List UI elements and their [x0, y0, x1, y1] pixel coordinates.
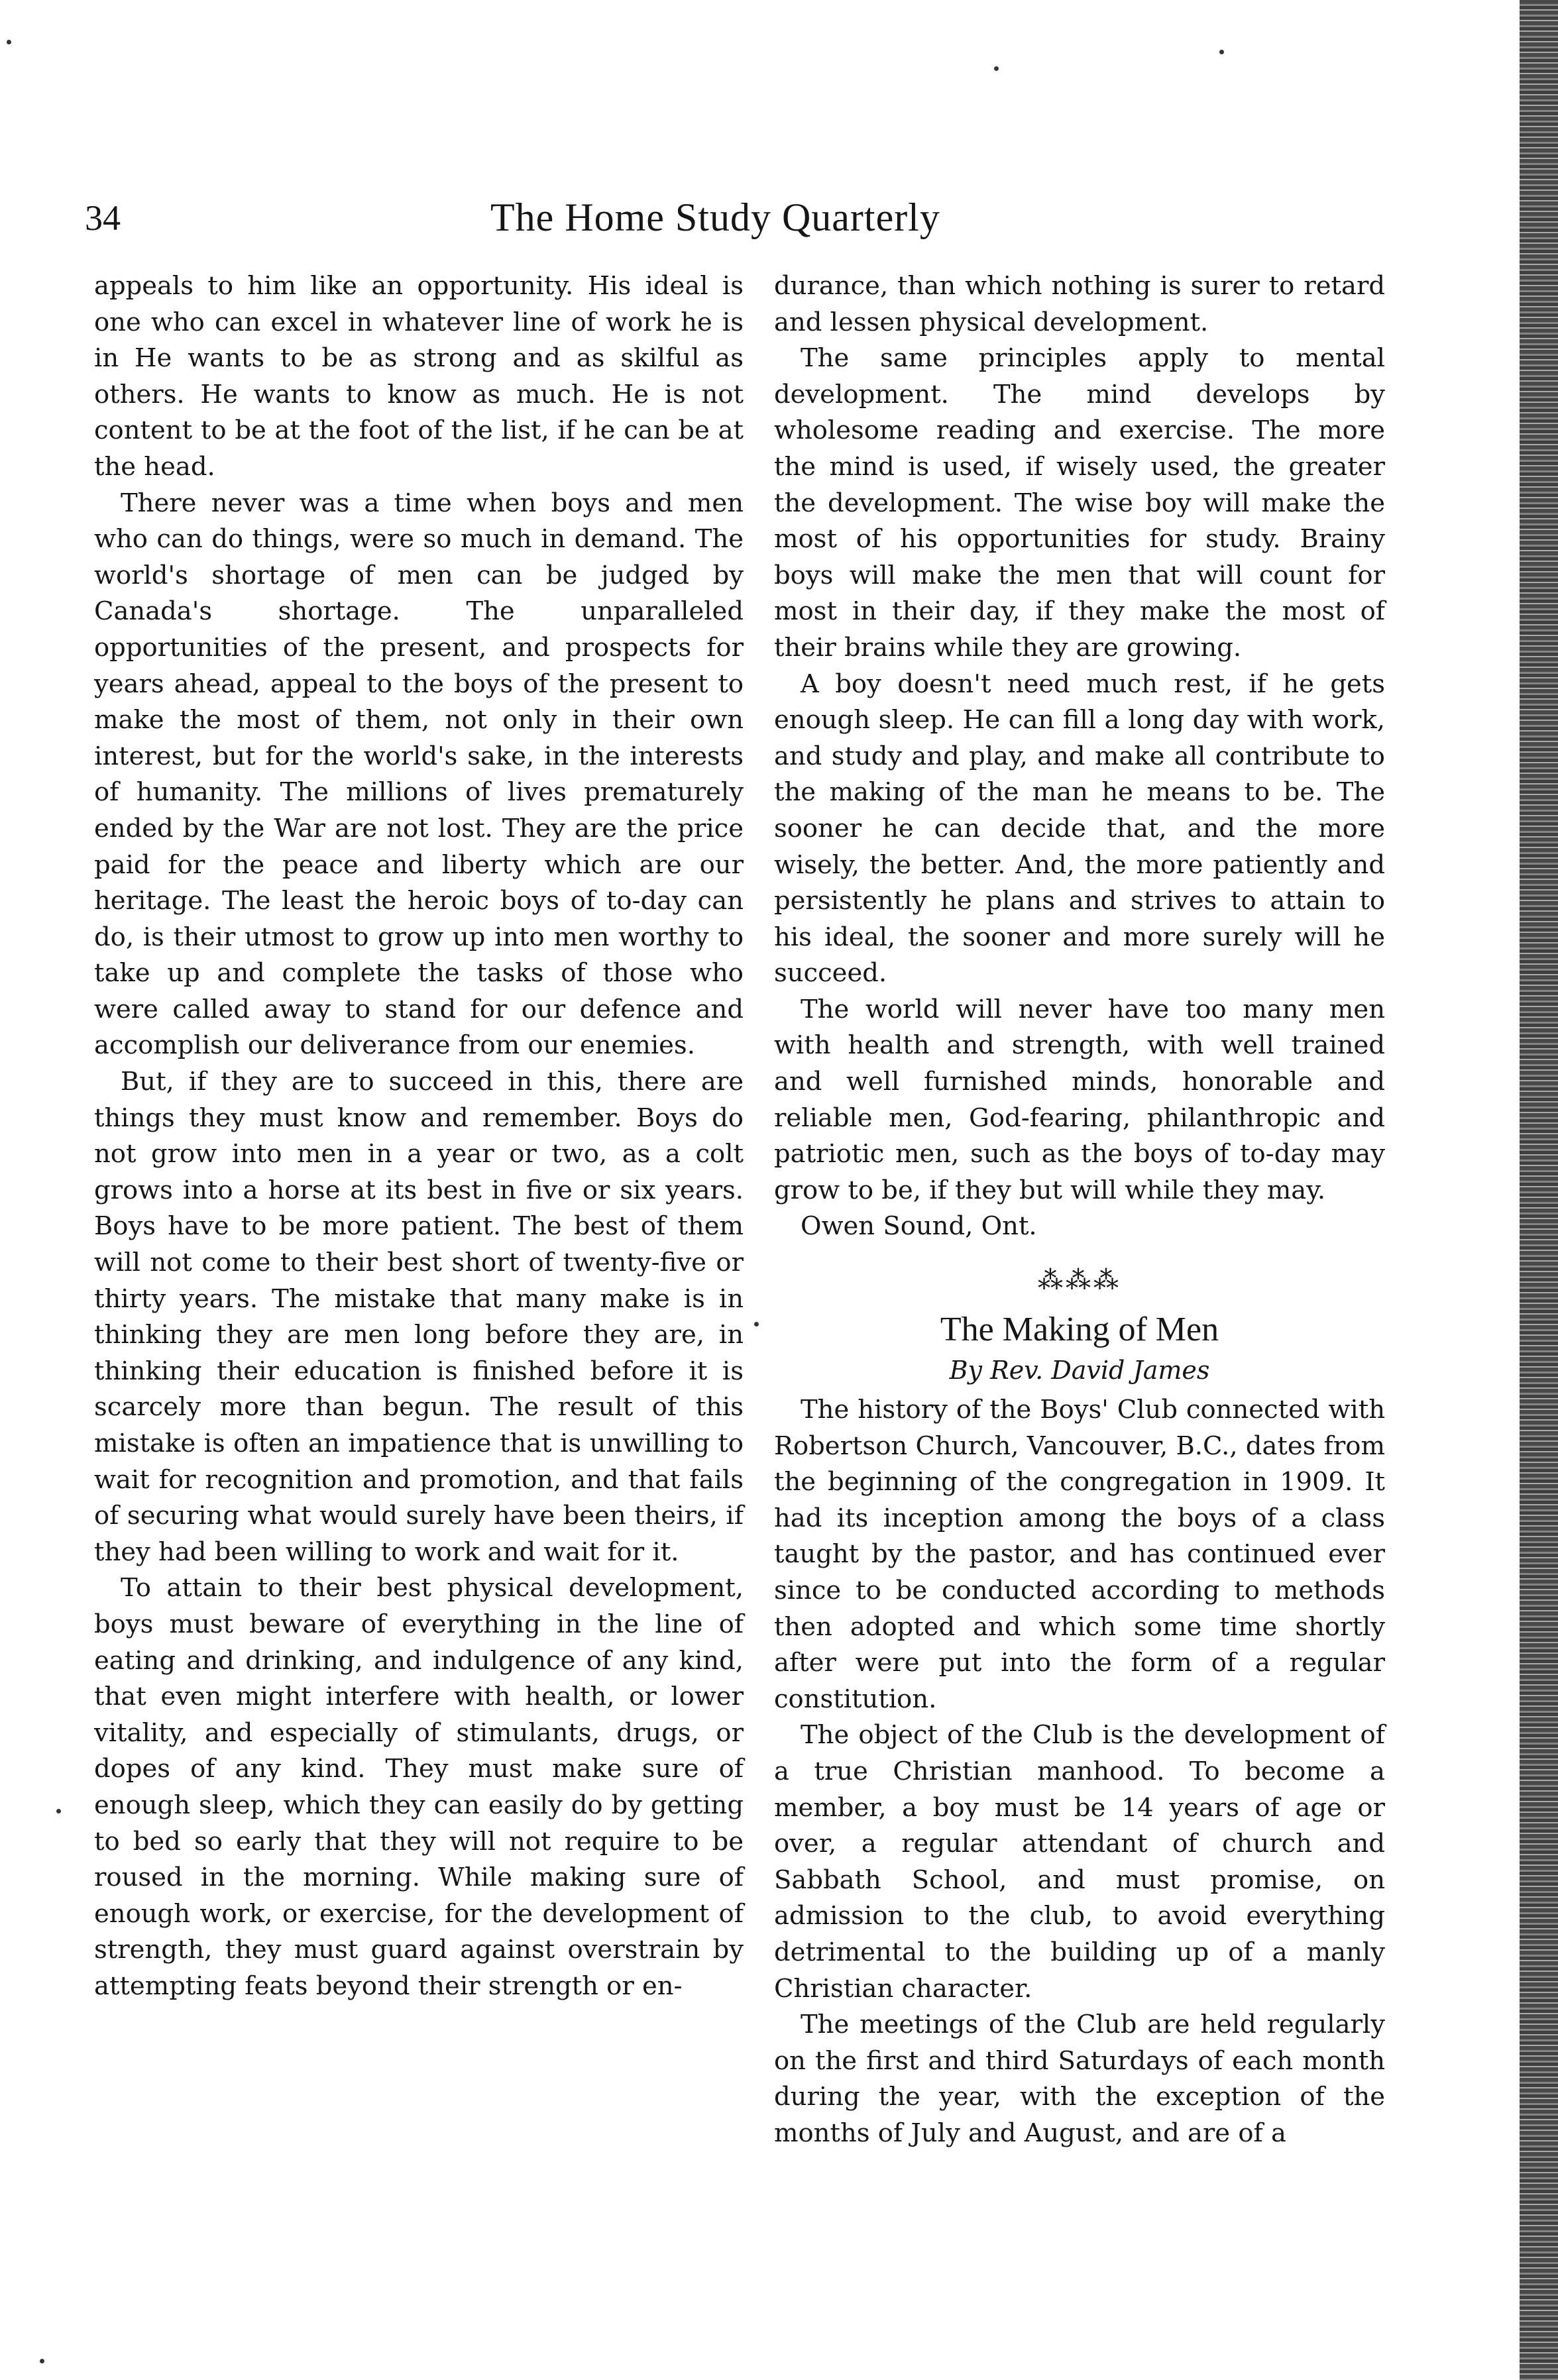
left-column	[94, 268, 744, 2005]
scan-speck	[754, 1322, 759, 1326]
page-number: 34	[85, 198, 121, 238]
section-ornament: ⁂⁂⁂	[1038, 1266, 1121, 1295]
paragraph: A boy doesn't need much rest, if he gets enough sleep. He can fill a long day with work, and study and play, and make all contribute to the making of the man he means to be. The sooner he can decide that, and the more wisely, the better. And, the more patiently and persistently he plans and strives to attain to his ideal, the sooner and more surely will he succeed.	[774, 669, 1385, 989]
scan-speck	[40, 2359, 44, 2363]
article-title: The Making of Men	[940, 1311, 1219, 1349]
scan-speck	[994, 66, 999, 71]
paragraph: The history of the Boys' Club connected with Robertson Church, Vancouver, B.C., dates from the beginning of the congregation in 1909. It had its inception among the boys of a class taught by the pastor, and has continued ever since to be conducted according to methods then adopted and which some time shortly after were put into the form of a regular constitution.	[774, 1395, 1385, 1714]
byline: By Rev. David James	[949, 1356, 1210, 1385]
scan-speck	[1219, 50, 1224, 54]
paragraph: durance, than which nothing is surer to retard and lessen physical development.	[774, 271, 1385, 337]
paragraph: appeals to him like an opportunity. His ideal is one who can excel in whatever line of work he is in He wants to be as strong and as skilful as others. He wants to know as much. He is not content to be at the foot of the list, if he can be at the head.	[94, 271, 744, 482]
paragraph: The world will never have too many men with health and strength, with well trained and well furnished minds, honorable and reliable men, God-fearing, philanthropic and patriotic men, such as the boys of to-day may grow to be, if they but will while they may.	[774, 994, 1385, 1205]
scan-edge-artifact	[1520, 0, 1558, 2380]
paragraph: But, if they are to succeed in this, there are things they must know and remember. Boys do not grow into men in a year or two, as a colt grows into a horse at its best in five or six years. Boys have to be more patient. The best of them will not come to their best short of twenty-five or thirty years. The mistake that many make is in thinking they are men long before they are, in thinking their education is finished before it is scarcely more than begun. The result of this mistake is often an impatience that is unwilling to wait for recognition and promotion, and that fails of securing what would surely have been theirs, if they had been willing to work and wait for it.	[94, 1067, 744, 1567]
place-signoff: Owen Sound, Ont.	[801, 1211, 1037, 1242]
paragraph: The meetings of the Club are held regularly on the first and third Saturdays of each month during the year, with the exception of the months of July and August, and are of a	[774, 2010, 1385, 2148]
scan-speck	[56, 1809, 61, 1813]
paragraph: The object of the Club is the development of a true Christian manhood. To become a member, a boy must be 14 years of age or over, a regular attendant of church and Sabbath School, and must promise, on admission to the club, to avoid everything detrimental to the building up of a manly Christian character.	[774, 1720, 1385, 2004]
running-title: The Home Study Quarterly	[490, 195, 940, 239]
scan-speck	[7, 40, 11, 44]
right-column	[774, 268, 1385, 2152]
paragraph: To attain to their best physical development, boys must beware of everything in the line of eating and drinking, and indulgence of any kind, that even might interfere with health, or lower vitality, and especially of stimulants, drugs, or dopes of any kind. They must make sure of enough sleep, which they can easily do by getting to bed so early that they will not require to be roused in the morning. While making sure of enough work, or exercise, for the development of strength, they must guard against overstrain by attempting feats beyond their strength or en-	[94, 1573, 744, 2001]
paragraph: There never was a time when boys and men who can do things, were so much in demand. The world's shortage of men can be judged by Canada's shortage. The unparalleled opportunities of the present, and prospects for years ahead, appeal to the boys of the present to make the most of them, not only in their own interest, but for the world's sake, in the interests of humanity. The millions of lives prematurely ended by the War are not lost. They are the price paid for the peace and liberty which are our heritage. The least the heroic boys of to-day can do, is their utmost to grow up into men worthy to take up and complete the tasks of those who were called away to stand for our defence and accomplish our deliverance from our enemies.	[94, 488, 744, 1061]
paragraph: The same principles apply to mental development. The mind develops by wholesome reading and exercise. The more the mind is used, if wisely used, the greater the development. The wise boy will make the most of his opportunities for study. Brainy boys will make the men that will count for most in their day, if they make the most of their brains while they are growing.	[774, 343, 1385, 663]
